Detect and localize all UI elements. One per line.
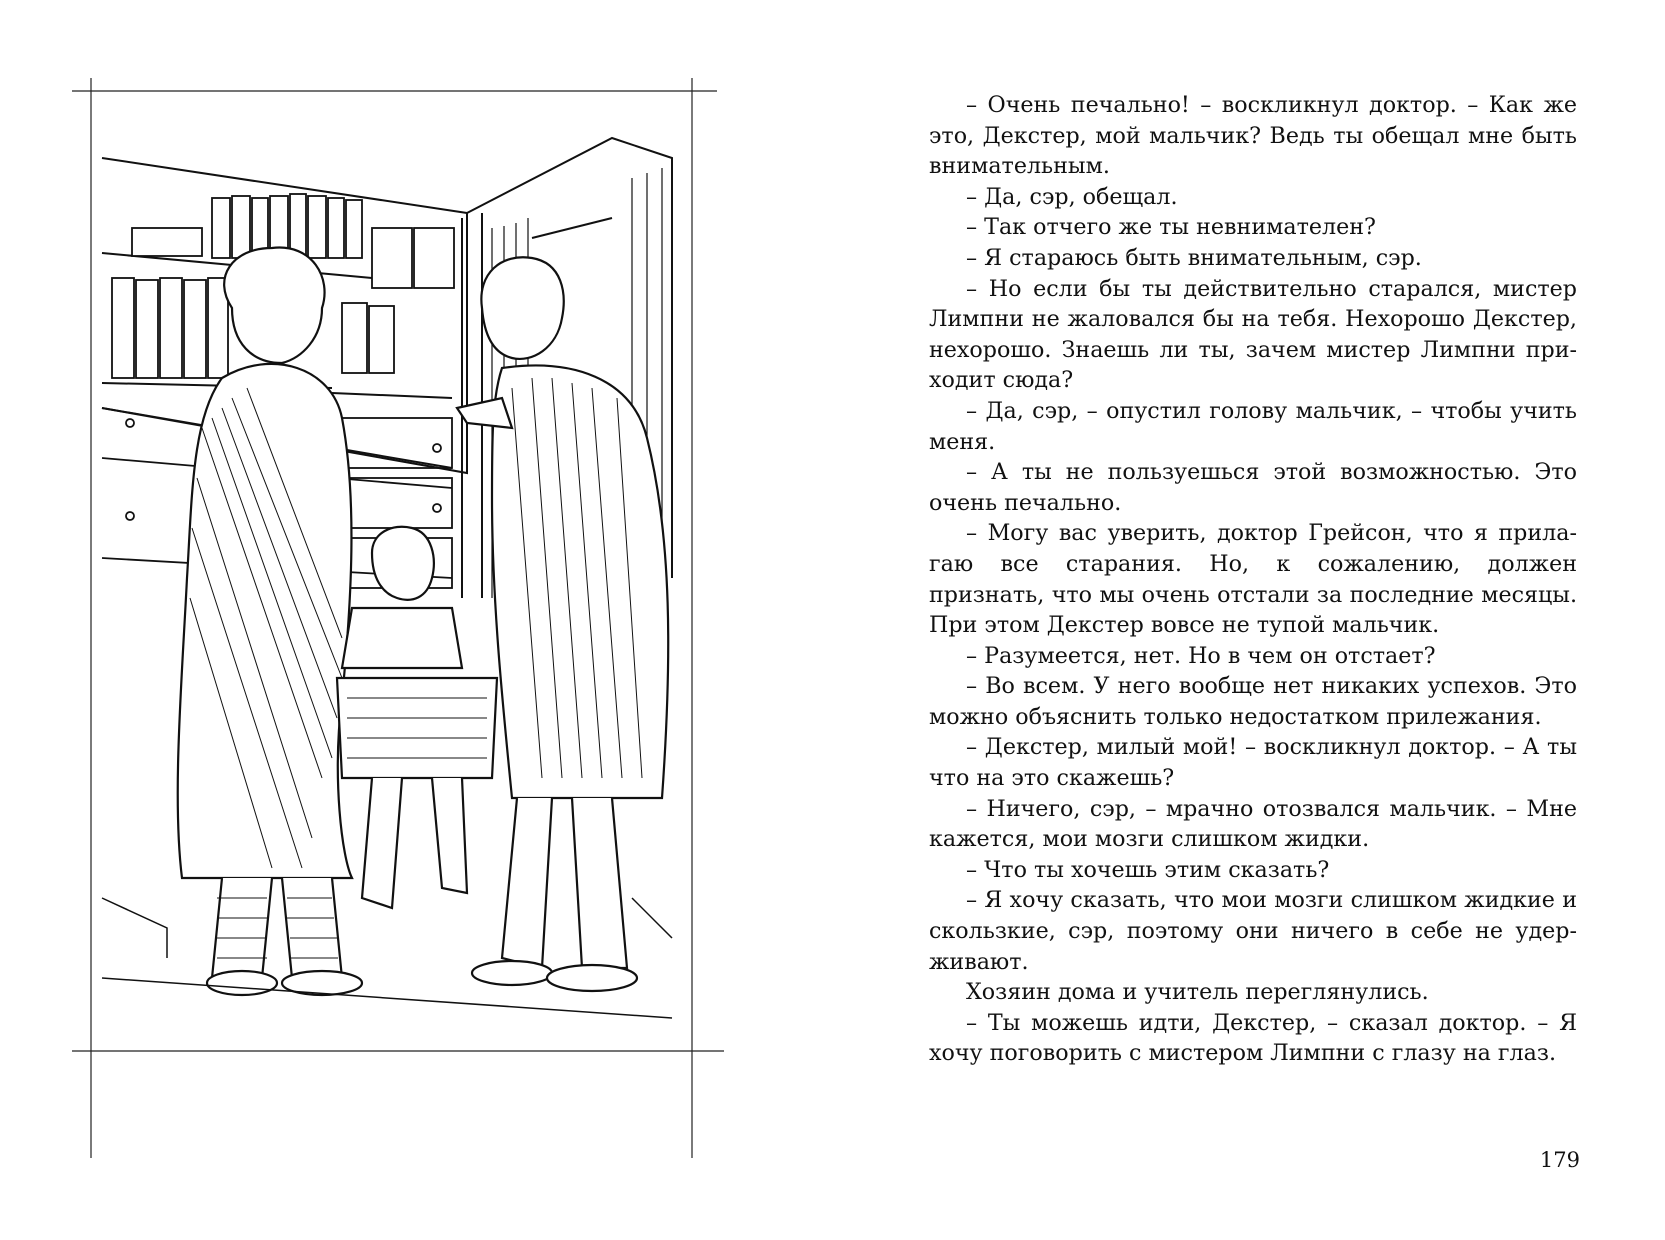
paragraph: – Что ты хочешь этим сказать?	[966, 856, 1330, 883]
paragraph: – Ты можешь идти, Декстер, – сказал доктор. – Я хочу поговорить с мистером Лимпни с глазу на глаз.	[929, 1009, 1577, 1067]
paragraph: – Могу вас уверить, доктор Грейсон, что я прилагаю все старания. Но, к сожалению, должен признать, что мы очень отстали за последние месяцы. При этом Декстер вовсе не тупой мальчик.	[929, 520, 1577, 639]
paragraph: Хозяин дома и учитель переглянулись.	[966, 979, 1429, 1006]
paragraph: – А ты не пользуешься этой возможностью. Это очень печально.	[929, 459, 1577, 516]
text-page	[929, 90, 1577, 1069]
paragraph: – Да, сэр, обещал.	[966, 183, 1178, 210]
paragraph: – Ничего, сэр, – мрачно отозвался мальчик. – Мне кажется, мои мозги слишком жидки.	[929, 795, 1577, 853]
paragraph: – Так отчего же ты невнимателен?	[966, 214, 1376, 241]
paragraph: – Я хочу сказать, что мои мозги слишком жидкие и скользкие, сэр, поэтому они ничего в себе не удерживают.	[929, 887, 1577, 975]
paragraph: – Очень печально! – воскликнул доктор. – Как же это, Декстер, мой мальчик? Ведь ты обещал мне быть внимательным.	[929, 92, 1577, 180]
paragraph: – Разумеется, нет. Но в чем он отстает?	[966, 642, 1436, 669]
paragraph: – Я стараюсь быть внимательным, сэр.	[966, 244, 1422, 271]
page-number: 179	[1539, 1148, 1580, 1172]
figure-boy	[337, 527, 497, 908]
paragraph: – Но если бы ты действительно старался, мистер Лимпни не жаловался бы на тебя. Нехорошо Декстер, нехорошо. Знаешь ли ты, зачем мистер Лимпни приходит сюда?	[929, 275, 1577, 394]
paragraph: – Декстер, милый мой! – воскликнул доктор. – А ты что на это скажешь?	[929, 734, 1577, 792]
illustration-drawing	[72, 78, 772, 1158]
paragraph: – Да, сэр, – опустил голову мальчик, – чтобы учить меня.	[929, 397, 1577, 455]
illustration	[72, 78, 772, 1158]
paragraph: – Во всем. У него вообще нет никаких успехов. Это можно объяснить только недостатком прилежания.	[929, 673, 1577, 730]
figure-man	[457, 257, 668, 991]
